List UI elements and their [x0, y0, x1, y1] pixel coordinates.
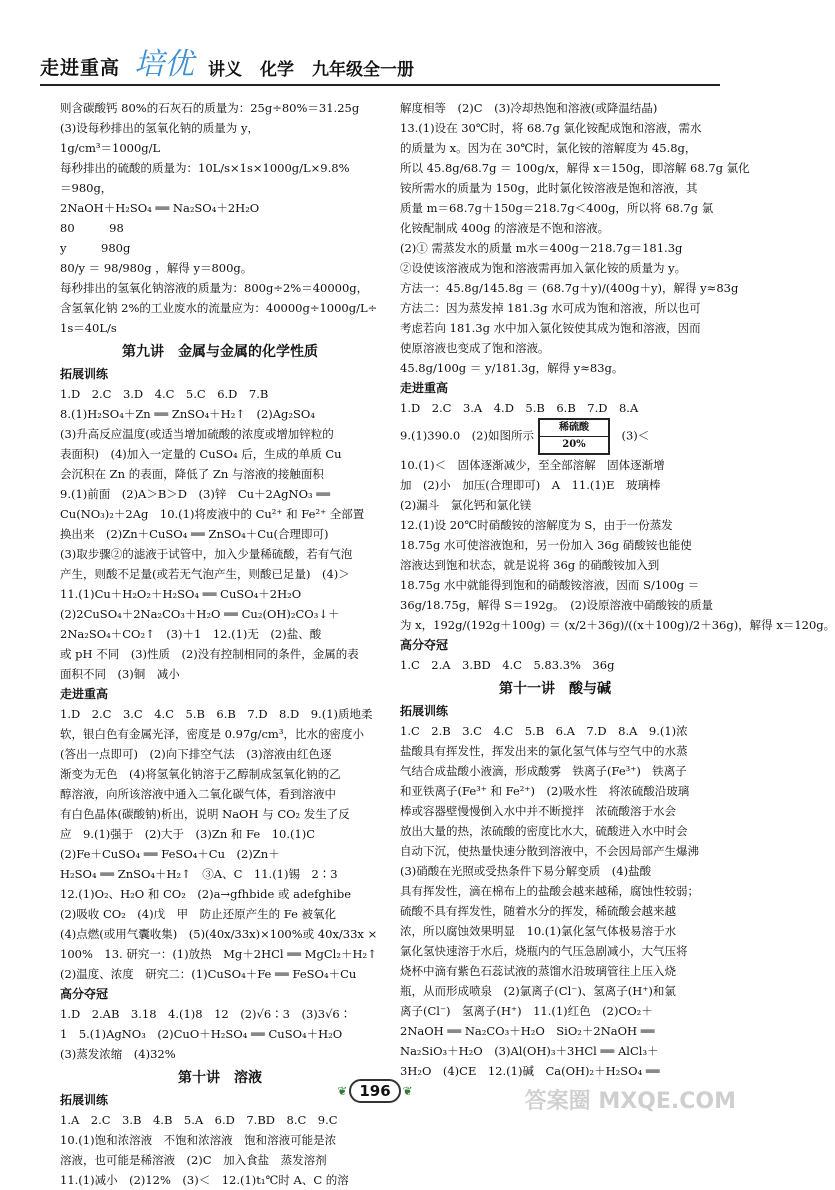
line-text: (3)蒸发浓缩 (4)32% — [60, 1047, 176, 1061]
text-line — [400, 881, 710, 901]
line-text: 和亚铁离子(Fe³⁺ 和 Fe²⁺) (2)吸水性 将浓硫酸沿玻璃 — [400, 784, 690, 798]
line-text: 则含碳酸钙 80%的石灰石的质量为：25g÷80%＝31.25g — [60, 101, 360, 115]
text-line — [400, 535, 710, 555]
text-line — [60, 298, 380, 318]
text-line — [400, 475, 710, 495]
text-line — [400, 178, 710, 198]
text-line — [60, 604, 380, 624]
text-line — [400, 801, 710, 821]
line-text: 方法一：45.8g/145.8g ＝ (68.7g＋y)/(400g＋y)，解得 y≈83g — [400, 281, 739, 295]
text-line — [60, 864, 380, 884]
text-line — [60, 1150, 380, 1170]
text-line — [400, 721, 710, 741]
line-text: 所以 45.8g/68.7g ＝ 100g/x，解得 x＝150g，即溶解 68.7g 氯化 — [400, 161, 750, 175]
line-text: ＝980g， — [60, 181, 113, 195]
line-text: 铵所需水的质量为 150g，此时氯化铵溶液是饱和溶液，其 — [400, 181, 698, 195]
line-text: 1.D 2.C 3.D 4.C 5.C 6.D 7.B — [60, 387, 269, 401]
line-text: 氯化氢快速溶于水后，烧瓶内的气压急剧减小，大气压将 — [400, 944, 688, 958]
line-text: 考虑若向 181.3g 水中加入氯化铵使其成为饱和溶液，因而 — [400, 321, 701, 335]
text-line — [60, 744, 380, 764]
text-line — [60, 904, 380, 924]
line-text: (答出一点即可) (2)向下排空气法 (3)溶液由红色逐 — [60, 747, 332, 761]
line-text: 拓展训练 — [400, 704, 449, 718]
leaf-icon: ❦ — [337, 1084, 348, 1098]
text-line — [400, 515, 710, 535]
text-line — [400, 921, 710, 941]
line-text: 棒或容器壁慢慢倒入水中并不断搅拌 浓硫酸溶于水会 — [400, 804, 676, 818]
text-line — [60, 784, 380, 804]
text-line — [400, 455, 710, 475]
line-text: 表面积) (4)加入一定量的 CuSO₄ 后，生成的单质 Cu — [60, 447, 342, 461]
text-line — [60, 158, 380, 178]
text-line — [60, 644, 380, 664]
line-text: 方法二：因为蒸发掉 181.3g 水可成为饱和溶液，所以也可 — [400, 301, 701, 315]
subsection-heading — [400, 378, 710, 398]
line-text: (4)点燃(或用气囊收集) (5)(40x/33x)×100%或 40x/33x × — [60, 927, 378, 941]
text-line — [60, 384, 380, 404]
line-text: 100% 13. 研究一：(1)放热 Mg＋2HCl ══ MgCl₂＋H₂↑ — [60, 947, 377, 961]
line-text: 1.A 2.C 3.B 4.B 5.A 6.D 7.BD 8.C 9.C — [60, 1113, 338, 1127]
line-text: 2NaOH＋H₂SO₄ ══ Na₂SO₄＋2H₂O — [60, 201, 260, 215]
section-heading — [400, 679, 710, 699]
text-line — [400, 861, 710, 881]
brand-script-logo: 培优 — [134, 47, 195, 82]
text-line — [60, 98, 380, 118]
text-line — [400, 595, 714, 615]
line-text: 或 pH 不同 (3)性质 (2)没有控制相同的条件，金属的表 — [60, 647, 359, 661]
text-line — [60, 1044, 380, 1064]
watermark: 答案圈 MXQE.COM — [524, 1089, 736, 1114]
line-text: 1.D 2.AB 3.18 4.(1)8 12 (2)√6∶3 (3)3√6∶ — [60, 1007, 352, 1021]
line-text: 第九讲 金属与金属的化学性质 — [122, 344, 318, 360]
text-line — [60, 944, 380, 964]
text-line — [60, 178, 380, 198]
text-line — [60, 884, 380, 904]
text-line — [400, 278, 739, 298]
line-text: 9.(1)390.0 (2)如图所示 — [400, 428, 534, 443]
text-line — [400, 418, 710, 455]
text-line — [60, 118, 380, 138]
line-text: 醇溶液，向所该溶液中通入二氧化碳气体，看到溶液中 — [60, 787, 336, 801]
text-line — [60, 964, 380, 984]
text-line — [400, 258, 710, 278]
text-line — [400, 841, 710, 861]
text-line — [400, 901, 710, 921]
line-text: 3H₂O (4)CE 12.(1)碱 Ca(OH)₂＋H₂SO₄ ══ — [400, 1064, 660, 1078]
line-text: 13.(1)设在 30℃时，将 68.7g 氯化铵配成饱和溶液，需水 — [400, 121, 702, 135]
line-text: 换出来 (2)Zn＋CuSO₄ ══ ZnSO₄＋Cu(合理即可) — [60, 527, 329, 541]
line-text: 会沉积在 Zn 的表面，降低了 Zn 与溶液的接触面积 — [60, 467, 324, 481]
header-divider — [40, 84, 720, 86]
line-text: 加 (2)小 加压(合理即可) A 11.(1)E 玻璃棒 — [400, 478, 661, 492]
text-line — [400, 98, 710, 118]
line-text: 的质量为 x。因为在 30℃时，氯化铵的溶解度为 45.8g， — [400, 141, 697, 155]
line-text: 渐变为无色 (4)将氢氧化钠溶于乙醇制成氢氧化钠的乙 — [60, 767, 341, 781]
line-text: 12.(1)O₂、H₂O 和 CO₂ (2)a→gfhbide 或 adefghibe — [60, 887, 352, 901]
text-line — [60, 844, 380, 864]
text-line — [400, 655, 710, 675]
subject-label: 化学 — [260, 60, 295, 80]
subsection-heading — [60, 1090, 380, 1110]
text-line — [400, 338, 710, 358]
grade-label: 九年级全一册 — [312, 60, 415, 80]
text-line — [60, 724, 380, 744]
text-line — [60, 624, 380, 644]
line-text: (2)Fe＋CuSO₄ ══ FeSO₄＋Cu (2)Zn＋ — [60, 847, 280, 861]
text-line — [60, 1170, 380, 1190]
line-text: 面积不同 (3)铜 减小 — [60, 667, 180, 681]
page-number-value: 196 — [349, 1079, 400, 1103]
line-text: 离子(Cl⁻) 氢离子(H⁺) 11.(1)红色 (2)CO₂＋ — [400, 1004, 653, 1018]
line-text: 18.75g 水中就能得到饱和的硝酸铵溶液，因而 S/100g ＝ — [400, 578, 700, 592]
line-text: 质量 m＝68.7g＋150g＝218.7g＜400g，所以将 68.7g 氯 — [400, 201, 714, 215]
text-line — [400, 298, 710, 318]
line-text: (3)硝酸在光照或受热条件下易分解变质 (4)盐酸 — [400, 864, 652, 878]
line-text: 产生，则酸不足量(或若无气泡产生，则酸已足量) (4)＞ — [60, 567, 350, 581]
line-text: 软，银白色有金属光泽，密度是 0.97g/cm³，比水的密度小 — [60, 727, 364, 741]
text-line — [60, 1024, 380, 1044]
text-line — [400, 741, 710, 761]
text-line — [400, 941, 710, 961]
text-line — [400, 821, 710, 841]
line-text: 每秒排出的氢氧化钠溶液的质量为：800g÷2%＝40000g， — [60, 281, 369, 295]
text-line — [60, 824, 380, 844]
text-line — [60, 218, 380, 238]
line-text: (2)温度、浓度 研究二：(1)CuSO₄＋Fe ══ FeSO₄＋Cu — [60, 967, 357, 981]
line-text: 36g/18.75g，解得 S＝192g。 (2)设原溶液中硝酸铵的质量 — [400, 598, 714, 612]
text-line — [400, 138, 710, 158]
right-column — [400, 98, 835, 1081]
text-line — [60, 444, 380, 464]
line-text: 1.D 2.C 3.C 4.C 5.B 6.B 7.D 8.D 9.(1)质地柔 — [60, 707, 373, 721]
line-text: 有白色晶体(碳酸钠)析出，说明 NaOH 与 CO₂ 发生了反 — [60, 807, 350, 821]
text-line — [60, 504, 380, 524]
text-line — [400, 218, 710, 238]
line-text: 硫酸不具有挥发性，随着水分的挥发，稀硫酸会越来越 — [400, 904, 676, 918]
line-text: ②设使该溶液成为饱和溶液需再加入氯化铵的质量为 y。 — [400, 261, 687, 275]
text-line — [60, 238, 380, 258]
line-text: (3)取步骤②的滤液于试管中，加入少量稀硫酸，若有气泡 — [60, 547, 353, 561]
line-text: 1g/cm³＝1000g/L — [60, 141, 161, 155]
line-text: 含氢氧化钠 2%的工业废水的流量应为：40000g÷1000g/L÷ — [60, 301, 378, 315]
text-line — [60, 318, 380, 338]
text-line — [400, 981, 710, 1001]
text-line — [60, 704, 380, 724]
line-text: 走进重高 — [400, 381, 449, 395]
line-text: 80/y ＝ 98/980g ，解得 y＝800g。 — [60, 261, 253, 275]
line-text: 1 5.(1)AgNO₃ (2)CuO＋H₂SO₄ ══ CuSO₄＋H₂O — [60, 1027, 343, 1041]
line-text: 使原溶液也变成了饱和溶液。 — [400, 341, 550, 355]
line-text: 解度相等 (2)C (3)冷却热饱和溶液(或降温结晶) — [400, 101, 658, 115]
text-line — [60, 464, 380, 484]
text-line — [60, 924, 380, 944]
line-text: 8.(1)H₂SO₄＋Zn ══ ZnSO₄＋H₂↑ (2)Ag₂SO₄ — [60, 407, 315, 421]
text-line — [400, 781, 710, 801]
text-line — [60, 278, 380, 298]
text-line — [60, 484, 380, 504]
line-text: 80 98 — [60, 221, 124, 235]
line-text: 溶液，也可能是稀溶液 (2)C 加入食盐 蒸发溶剂 — [60, 1153, 327, 1167]
line-text: (2)漏斗 氯化钙和氯化镁 — [400, 498, 532, 512]
text-line — [60, 584, 380, 604]
line-text: 1.C 2.B 3.C 4.C 5.B 6.A 7.D 8.A 9.(1)浓 — [400, 724, 688, 738]
text-line — [400, 158, 750, 178]
line-text: 18.75g 水可使溶液饱和，另一份加入 36g 硝酸铵也能使 — [400, 538, 692, 552]
text-line — [60, 664, 380, 684]
text-line — [400, 495, 710, 515]
line-text-after: (3)＜ — [609, 428, 650, 443]
line-text: (2)① 需蒸发水的质量 m水＝400g－218.7g＝181.3g — [400, 241, 683, 255]
text-line — [400, 961, 710, 981]
line-text: 气结合成盐酸小液滴，形成酸雾 铁离子(Fe³⁺) 铁离子 — [400, 764, 687, 778]
line-text: 1.C 2.A 3.BD 4.C 5.83.3% 36g — [400, 658, 615, 672]
text-line — [400, 198, 714, 218]
left-column — [60, 98, 380, 1190]
line-text: (3)设每秒排出的氢氧化钠的质量为 y， — [60, 121, 259, 135]
section-heading — [60, 342, 380, 362]
text-line — [400, 118, 710, 138]
line-text: 2NaOH ══ Na₂CO₃＋H₂O SiO₂＋2NaOH ══ — [400, 1024, 655, 1038]
line-text: 盐酸具有挥发性，挥发出来的氯化氢气体与空气中的水蒸 — [400, 744, 688, 758]
text-line — [400, 761, 710, 781]
line-text: 应 9.(1)强于 (2)大于 (3)Zn 和 Fe 10.(1)C — [60, 827, 316, 841]
subsection-heading — [60, 684, 380, 704]
reagent-label-box — [538, 418, 610, 455]
line-text: 自动下沉，使热量快速分散到溶液中，不会因局部产生爆沸 — [400, 844, 699, 858]
text-line — [400, 575, 710, 595]
line-text: 1s＝40L/s — [60, 321, 117, 335]
line-text: 9.(1)前面 (2)A＞B＞D (3)锌 Cu＋2AgNO₃ ══ — [60, 487, 331, 501]
line-text: y 980g — [60, 241, 131, 255]
line-text: 具有挥发性，滴在棉布上的盐酸会越来越稀，腐蚀性较弱； — [400, 884, 699, 898]
line-text: 瓶，从而形成喷泉 (2)氯离子(Cl⁻)、氢离子(H⁺)和氯 — [400, 984, 676, 998]
line-text: 放出大量的热，浓硫酸的密度比水大，硫酸进入水中时会 — [400, 824, 688, 838]
line-text: (3)升高反应温度(或适当增加硫酸的浓度或增加锌粒的 — [60, 427, 334, 441]
text-line — [400, 555, 710, 575]
text-line — [400, 318, 710, 338]
page-header — [40, 30, 720, 80]
line-text: 拓展训练 — [60, 1093, 109, 1107]
text-line — [400, 1041, 710, 1061]
line-text: 走进重高 — [60, 687, 109, 701]
text-line — [60, 524, 380, 544]
subsection-heading — [60, 364, 380, 384]
text-line — [60, 424, 380, 444]
line-text: 2Na₂SO₄＋CO₂↑ (3)＋1 12.(1)无 (2)盐、酸 — [60, 627, 322, 641]
line-text: Cu(NO₃)₂＋2Ag 10.(1)将废液中的 Cu²⁺ 和 Fe²⁺ 全部置 — [60, 507, 365, 521]
line-text: 化铵配制成 400g 的溶液是不饱和溶液。 — [400, 221, 610, 235]
line-text: 溶液达到饱和状态，就是说将 36g 的硝酸铵加入到 — [400, 558, 660, 572]
line-text: (2)吸收 CO₂ (4)戊 甲 防止还原产生的 Fe 被氧化 — [60, 907, 337, 921]
line-text: 10.(1)饱和浓溶液 不饱和浓溶液 饱和溶液可能是浓 — [60, 1133, 337, 1147]
text-line — [60, 404, 380, 424]
text-line — [60, 804, 380, 824]
line-text: H₂SO₄ ══ ZnSO₄＋H₂↑ ③A、C 11.(1)锡 2∶3 — [60, 867, 338, 881]
line-text: 每秒排出的硫酸的质量为：10L/s×1s×1000g/L×9.8% — [60, 161, 350, 175]
text-line — [60, 138, 380, 158]
text-line — [60, 198, 380, 218]
text-line — [400, 398, 710, 418]
leaf-icon: ❦ — [402, 1084, 413, 1098]
brand-text: 走进重高 — [40, 57, 121, 79]
text-line — [400, 358, 710, 378]
line-text: (2)2CuSO₄＋2Na₂CO₃＋H₂O ══ Cu₂(OH)₂CO₃↓＋ — [60, 607, 340, 621]
text-line — [400, 1061, 710, 1081]
line-text: 拓展训练 — [60, 367, 109, 381]
book-type: 讲义 — [208, 60, 243, 80]
line-text: 高分夺冠 — [400, 638, 449, 652]
text-line — [400, 1001, 710, 1021]
text-line — [60, 564, 380, 584]
text-line — [60, 764, 380, 784]
text-line — [400, 615, 835, 635]
text-line — [60, 258, 380, 278]
label-line-2: 20% — [562, 439, 586, 450]
line-text: 第十一讲 酸与碱 — [499, 681, 611, 697]
text-line — [60, 1130, 380, 1150]
subsection-heading — [400, 701, 710, 721]
line-text: 烧杯中滴有紫色石蕊试液的蒸馏水沿玻璃管往上压入烧 — [400, 964, 676, 978]
text-line — [400, 1021, 710, 1041]
line-text: Na₂SiO₃＋H₂O (3)Al(OH)₃＋3HCl ══ AlCl₃＋ — [400, 1044, 659, 1058]
line-text: 为 x，192g/(192g＋100g) ＝ (x/2＋36g)/((x＋100g)/2＋36g)，解得 x＝120g。 — [400, 618, 835, 632]
line-text: 10.(1)＜ 固体逐渐减少，至全部溶解 固体逐渐增 — [400, 458, 665, 472]
subsection-heading — [400, 635, 710, 655]
line-text: 45.8g/100g ＝ y/181.3g，解得 y≈83g。 — [400, 361, 624, 375]
text-line — [400, 238, 710, 258]
page-number — [337, 1076, 413, 1106]
text-line — [60, 1110, 380, 1130]
section-heading — [60, 1068, 380, 1088]
line-text: 高分夺冠 — [60, 987, 109, 1001]
line-text: 浓，所以腐蚀效果明显 10.(1)氯化氢气体极易溶于水 — [400, 924, 677, 938]
subsection-heading — [60, 984, 380, 1004]
line-text: 11.(1)减小 (2)12% (3)＜ 12.(1)t₁℃时 A、C 的溶 — [60, 1173, 349, 1187]
text-line — [60, 544, 380, 564]
line-text: 第十讲 溶液 — [178, 1070, 262, 1086]
line-text: 1.D 2.C 3.A 4.D 5.B 6.B 7.D 8.A — [400, 401, 639, 415]
label-line-1: 稀硫酸 — [540, 420, 608, 437]
line-text: 12.(1)设 20℃时硝酸铵的溶解度为 S，由于一份蒸发 — [400, 518, 673, 532]
text-line — [60, 1004, 380, 1024]
line-text: 11.(1)Cu＋H₂O₂＋H₂SO₄ ══ CuSO₄＋2H₂O — [60, 587, 302, 601]
